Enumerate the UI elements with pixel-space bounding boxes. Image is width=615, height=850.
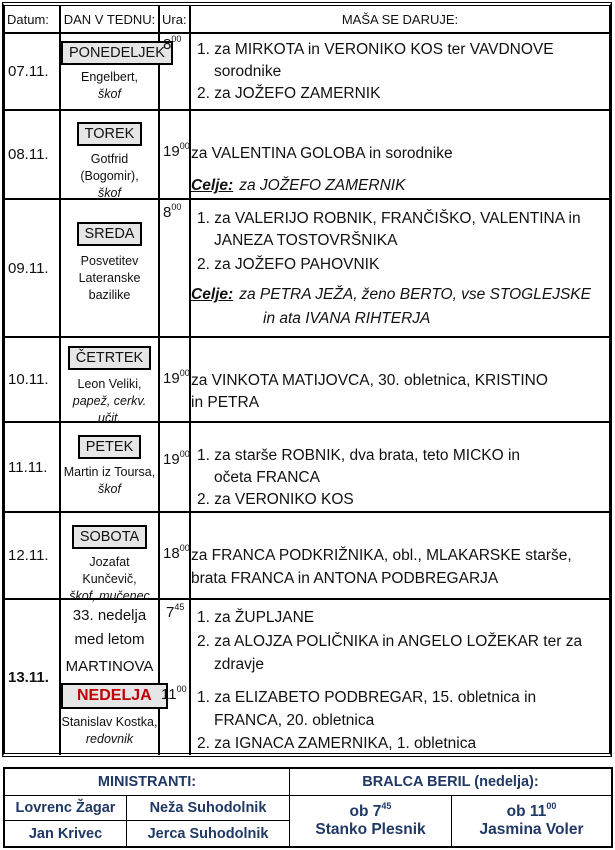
day-badge: SREDA bbox=[77, 222, 143, 246]
date: 09.11. bbox=[5, 200, 61, 336]
header-mass: MAŠA SE DARUJE: bbox=[341, 11, 459, 27]
time-2: $11^{00}$ bbox=[161, 684, 187, 703]
saint: Engelbert, bbox=[81, 70, 138, 84]
server-name: Lovrenc Žagar bbox=[5, 796, 127, 821]
mass-intentions: 1. za MIRKOTA in VERONIKO KOS ter VAVDNOVE sorodnike 2. za JOŽEFO ZAMERNIK bbox=[197, 41, 554, 102]
reader-slot: ob $7^{45}$ Stanko Plesnik bbox=[290, 796, 452, 846]
server-name: Jan Krivec bbox=[5, 821, 127, 846]
mass-intentions: za FRANCA PODKRIŽNIKA, obl., MLAKARSKE starše, brata FRANCA in ANTONA PODBREGARJA bbox=[191, 547, 572, 587]
day-cell bbox=[61, 34, 165, 109]
date: 11.11. bbox=[5, 423, 61, 511]
day-cell bbox=[61, 423, 160, 511]
mass-schedule-table bbox=[2, 2, 612, 757]
servers-readers-table bbox=[3, 767, 613, 848]
table-row bbox=[5, 200, 609, 338]
celje-intention: Celje: za PETRA JEŽA, ženo BERTO, vse STOGLEJSKE bbox=[191, 286, 591, 303]
mass-intentions: 1. za ŽUPLJANE 2. za ALOJZA POLIČNIKA in ANGELO LOŽEKAR ter za zdravje 1. za ELIZABETO PODBREGAR, 15. obletnica in FRANCA, 20. obletnica 2. za IGNACA ZAMERNIKA, 1. obletnica bbox=[197, 609, 583, 752]
table-row bbox=[5, 600, 609, 755]
table-row bbox=[5, 338, 609, 423]
celje-intention: Celje: za JOŽEFO ZAMERNIK bbox=[191, 177, 406, 194]
table-row bbox=[5, 513, 609, 603]
server-name: Neža Suhodolnik bbox=[127, 796, 290, 821]
time: $8^{00}$ bbox=[160, 200, 191, 336]
saint: Jozafat Kunčevič, bbox=[82, 555, 137, 586]
saint-title: škof bbox=[98, 87, 121, 101]
time bbox=[160, 600, 191, 755]
saint: Martin iz Toursa, bbox=[63, 465, 156, 479]
date: 12.11. bbox=[5, 513, 61, 598]
saint-title: škof, mučenec bbox=[69, 589, 150, 603]
day-badge: SOBOTA bbox=[72, 525, 147, 549]
time: $19^{00}$ bbox=[160, 111, 191, 198]
saint-title: škof bbox=[98, 482, 121, 496]
table-row bbox=[5, 423, 609, 513]
day-cell bbox=[61, 338, 160, 425]
day-badge-sunday: NEDELJA bbox=[61, 683, 168, 709]
date: 07.11. bbox=[5, 34, 61, 109]
day-badge: PONEDELJEK bbox=[61, 41, 173, 65]
mass-intentions: 1. za starše ROBNIK, dva brata, teto MICKO in očeta FRANCA 2. za VERONIKO KOS bbox=[197, 447, 521, 508]
header-day: DAN V TEDNU: bbox=[61, 6, 160, 32]
mass-intentions: za VINKOTA MATIJOVCA, 30. obletnica, KRISTINO in PETRA bbox=[191, 372, 548, 411]
day-badge: PETEK bbox=[78, 435, 142, 459]
table-row bbox=[5, 34, 609, 111]
time: $8^{00}$ bbox=[160, 34, 191, 109]
mass-intentions: za VALENTINA GOLOBA in sorodnike Celje: za JOŽEFO ZAMERNIK bbox=[191, 111, 609, 198]
header-time: Ura: bbox=[160, 6, 191, 32]
date: 08.11. bbox=[5, 111, 61, 198]
day-cell bbox=[61, 111, 160, 198]
reader-slot: ob $11^{00}$ Jasmina Voler bbox=[479, 801, 584, 838]
saint-title: papež, cerkv. učit. bbox=[72, 394, 147, 425]
saint: Leon Veliki, bbox=[77, 377, 142, 391]
time: $18^{00}$ bbox=[160, 513, 191, 598]
date: 10.11. bbox=[5, 338, 61, 421]
saint-title: redovnik bbox=[85, 732, 134, 746]
table-row bbox=[5, 111, 609, 200]
header-date: Datum: bbox=[5, 6, 61, 32]
day-badge: ČETRTEK bbox=[68, 346, 151, 370]
day-cell bbox=[61, 513, 160, 603]
saint-title: škof bbox=[98, 186, 121, 200]
day-cell: SREDA Posvetitev Lateranske bazilike bbox=[61, 200, 160, 336]
day-badge: TOREK bbox=[77, 122, 143, 146]
day-cell: 33. nedelja med letom MARTINOVA NEDELJA Stanislav Kostka, redovnik bbox=[61, 600, 160, 755]
time-1: $7^{45}$ bbox=[166, 602, 185, 621]
mass-intentions: 1. za VALERIJO ROBNIK, FRANČIŠKO, VALENTINA in JANEZA TOSTOVRŠNIKA 2. za JOŽEFO PAHOVNIK Celje: za PETRA JEŽA, ženo BERTO, vse STOGLEJSKE in ata IVANA RIHTERJA bbox=[191, 200, 609, 336]
ministranti-title: MINISTRANTI: bbox=[5, 769, 290, 796]
saint: Stanislav Kostka, bbox=[61, 715, 158, 729]
time: $19^{00}$ bbox=[160, 423, 191, 511]
date: 13.11. bbox=[5, 600, 61, 755]
saint: Gotfrid (Bogomir), bbox=[80, 152, 139, 183]
table-header bbox=[5, 6, 609, 34]
server-name: Jerca Suhodolnik bbox=[127, 821, 290, 846]
time: $19^{00}$ bbox=[160, 338, 191, 421]
bralci-title: BRALCA BERIL (nedelja): bbox=[290, 769, 611, 796]
